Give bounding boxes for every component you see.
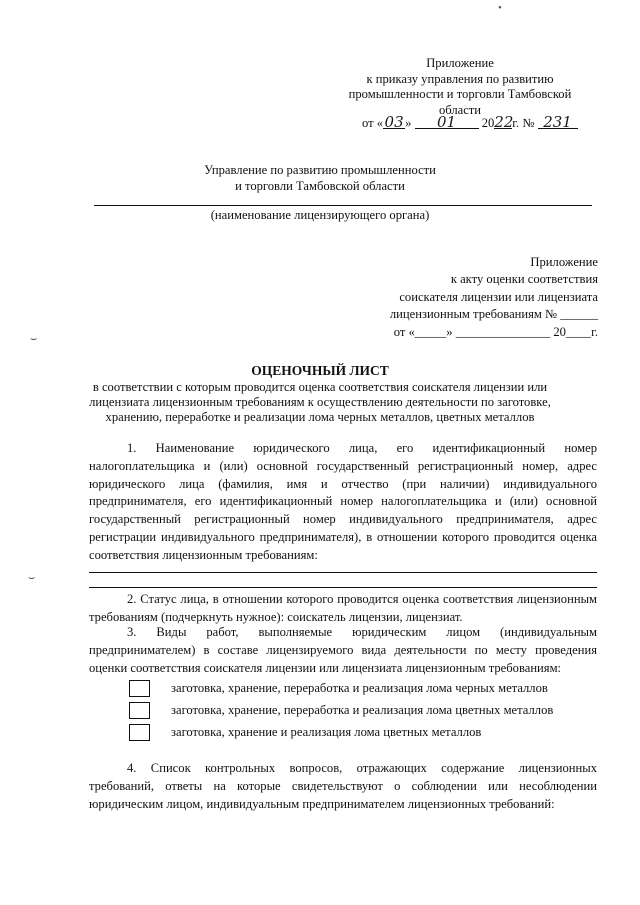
act-appendix-block [330,254,598,341]
work-type-option-label: заготовка, хранение и реализация лома цветных металлов [171,725,482,739]
order-appendix-line: Приложение [426,56,494,70]
title-subtitle-block [60,380,580,424]
order-date-line [362,113,578,131]
act-appendix-line: от «_____» _______________ 20____г. [393,324,598,339]
date-prefix: от « [362,116,384,130]
authority-underline [94,205,592,206]
order-appendix-line: области [438,102,482,117]
authority-caption: (наименование лицензирующего органа) [210,208,430,222]
handwritten-day: 03 [384,113,404,131]
date-year-prefix: 20 [481,116,495,130]
title-subtitle-line: лицензиата лицензионным требованиям к осуществлению деятельности по заготовке, [89,394,551,409]
section-1-answer-line [89,587,597,588]
scan-dot: • [498,2,502,14]
date-mid: » [405,116,415,130]
work-type-option-label: заготовка, хранение, переработка и реализация лома цветных металлов [171,703,554,717]
title-subtitle-line: в соответствии с которым проводится оценка соответствия соискателя лицензии или [92,380,548,394]
date-year-suffix: г. № [512,116,535,130]
section-1-answer-line [89,572,597,573]
page-title: ОЦЕНОЧНЫЙ ЛИСТ [251,363,389,378]
act-appendix-line: Приложение [530,255,598,269]
order-appendix-block [340,56,580,118]
handwritten-month: 01 [415,116,479,129]
act-appendix-line: лицензионным требованиям № ______ [389,307,598,322]
work-type-option-label: заготовка, хранение, переработка и реализация лома черных металлов [171,681,548,695]
handwritten-year: 22 [494,113,514,131]
scan-mark: ⌣ [28,572,36,584]
authority-name-line: Управление по развитию промышленности [204,163,436,177]
section-2-paragraph: 2. Статус лица, в отношении которого проводится оценка соответствия лицензионным требованиям (подчеркнуть нужное): соискатель лицензии, лицензиат. [89,592,597,624]
handwritten-order-number: 231 [538,116,578,129]
act-appendix-line: соискателя лицензии или лицензиата [399,289,598,304]
work-type-checkbox-ferrous[interactable] [129,680,150,697]
section-4-paragraph: 4. Список контрольных вопросов, отражающих содержание лицензионных требований, ответы на которые свидетельствуют о соблюдении или несоблюдении юридическим лицом, индивидуальным предпринимателем лицензионных требований: [89,761,597,811]
section-1-paragraph: 1. Наименование юридического лица, его идентификационный номер налогоплательщика и (или) основной государственный регистрационный номер, адрес юридического лица (фамилия, имя и отчество (при наличии) индивидуального предпринимателя, его идентификационный номер налогоплательщика и (или) основной государственный регистрационный номер индивидуального предпринимателя, адрес регистрации индивидуального предпринимателя), в отношении которого проводится оценка соответствия лицензионным требованиям: [89,441,597,562]
scan-mark: ⌣ [30,333,38,345]
title-subtitle-line: хранению, переработке и реализации лома черных металлов, цветных металлов [105,409,535,424]
act-appendix-line: к акту оценки соответствия [450,272,598,287]
authority-name-line: и торговли Тамбовской области [235,179,405,193]
order-appendix-line: к приказу управления по развитию [366,71,554,86]
authority-name-block [150,162,490,194]
work-type-checkbox-nonferrous[interactable] [129,702,150,719]
work-type-checkbox-nonferrous-storage[interactable] [129,724,150,741]
order-appendix-line: промышленности и торговли Тамбовской [348,87,572,101]
section-3-paragraph: 3. Виды работ, выполняемые юридическим лицом (индивидуальным предпринимателем) в составе лицензируемого вида деятельности по месту проведения оценки соответствия соискателя лицензии или лицензиата лицензионным требованиям: [89,625,597,675]
